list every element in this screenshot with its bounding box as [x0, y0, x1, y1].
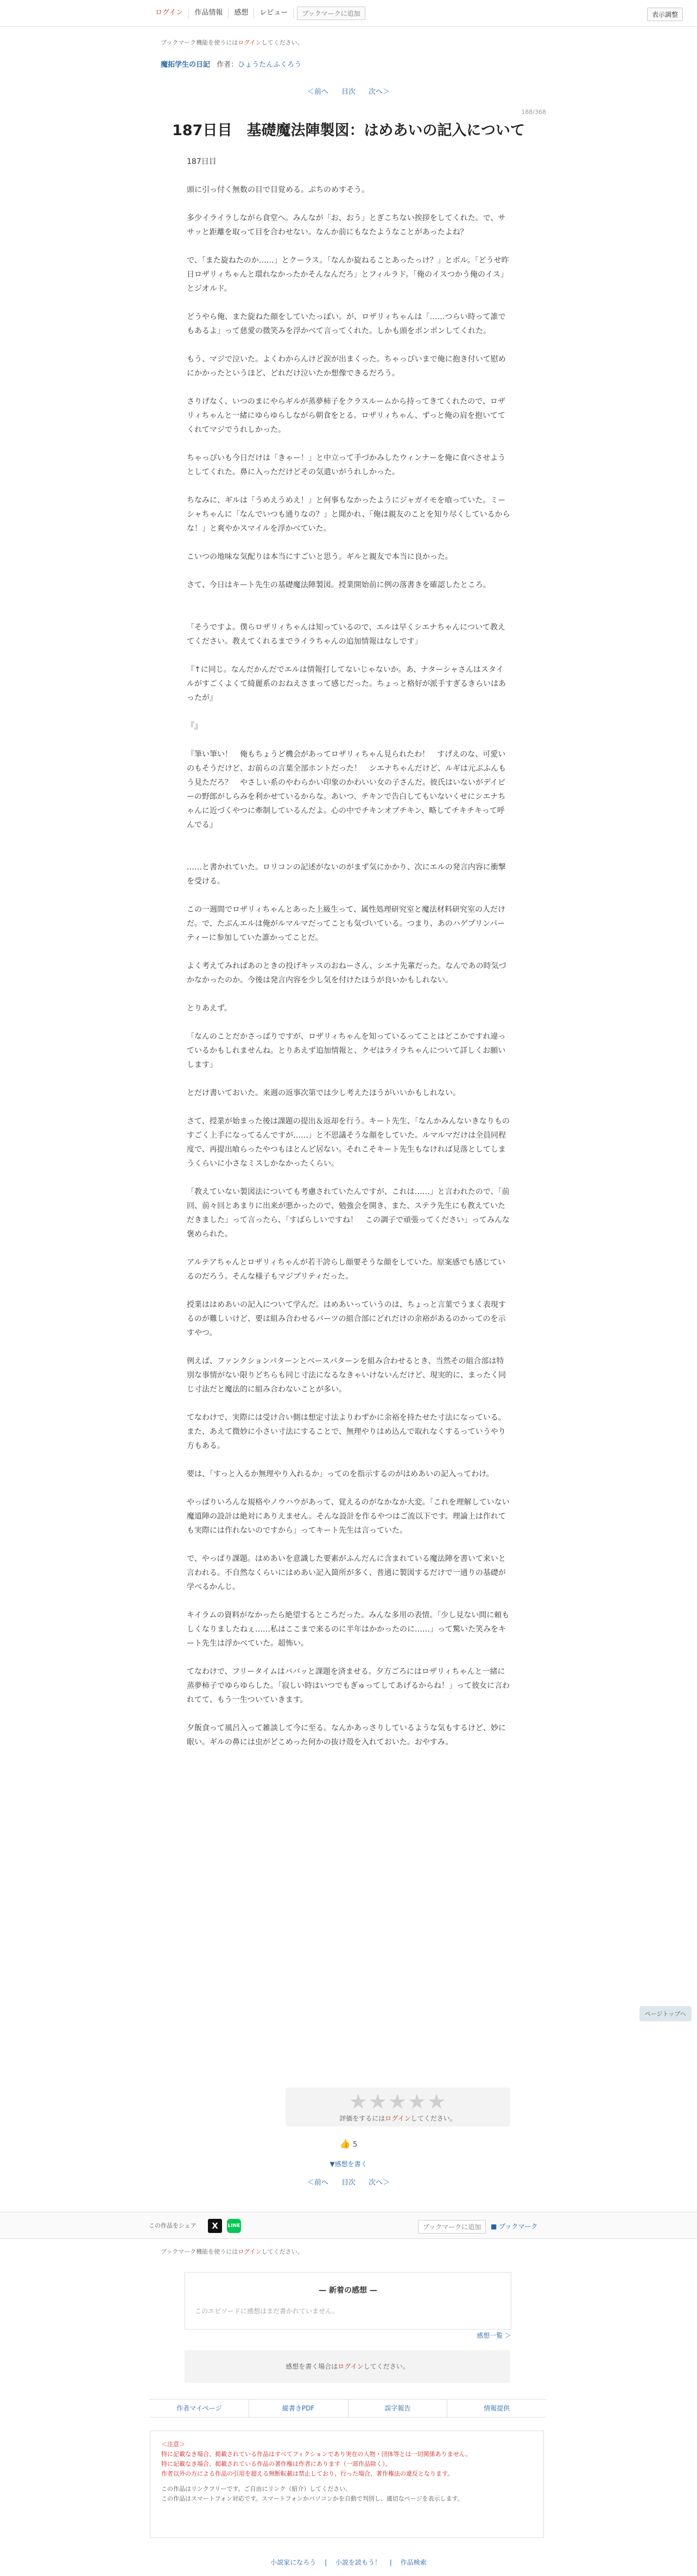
bookmark-add-button[interactable]: ブックマークに追加 [418, 2220, 486, 2234]
body-paragraph: キイラムの資料がなかったら絶望するところだった。みんな多用の表情。「少し見ない間に頼もしくなりましたねぇ……私はここまで来るのに半年はかかったのに……」って驚いた笑みをキート先生は浮かべていた。超怖い。 [187, 1611, 510, 1648]
author-link[interactable]: ひょうたんふくろう [238, 61, 302, 69]
share-label: この作品をシェア [149, 2222, 197, 2229]
new-reviews-box [185, 2272, 511, 2330]
review-link[interactable]: 感想 [229, 8, 254, 18]
body-paragraph: 「そうですよ。僕らロザリィちゃんは知っているので、エルは早くシエナちゃんについて教えてください。教えてくれるまでライラちゃんの追加情報はなしです」 [187, 623, 505, 646]
review-login-box: 感想を書く場合はログインしてください。 [185, 2350, 510, 2383]
display-settings-button[interactable]: 表示調整 [647, 8, 683, 21]
bookmark-login-link[interactable]: ログイン [238, 39, 262, 46]
body-paragraph: アルテアちゃんとロザリィちゃんが若干誇らし顔要そうな顔をしていた。原案感でも感じているのだろう。そんな様子もマジプリティだった。 [187, 1258, 505, 1281]
body-paragraph: この一週間でロザリィちゃんとあった上級生って、属性処理研究室と魔法材料研究室の人だけだ。で、たぶんエルは俺がルマルマだってことも気づいている。つまり、あのハゲプリンパーティーに参加していた誰かってことだ。 [187, 905, 506, 942]
thumbs-up-icon: 👍 [339, 2139, 351, 2149]
search-link[interactable]: 作品検索 [400, 2559, 427, 2566]
no-reviews-text: このエピソードに感想はまだ書かれていません。 [195, 2307, 339, 2315]
body-paragraph: てなわけで、フリータイムはババッと課題を済ませる。夕方ごろにはロザリィちゃんと一緒に蒸夢柿子でゆらゆらした。「寂しい時はいつでもぎゅってしてあげるからね！」って彼女に言われてて、もう一生ついていきます。 [187, 1667, 510, 1704]
review-list-link[interactable]: 感想一覧 ＞ [477, 2332, 511, 2339]
next-link[interactable]: 次へ＞ [369, 88, 390, 96]
body-paragraph: 187日目 [187, 157, 217, 166]
body-paragraph: 夕飯食って風呂入って雑談して今に至る。なんかあっさりしているような気もするけど、妙に眠い。ギルの鼻には虫がどこめった何かの抜け殻を入れておいた。おやすみ。 [187, 1724, 506, 1747]
rating-link[interactable]: レビュー [254, 8, 294, 18]
body-paragraph: ちなみに、ギルは「うめえうめえ！」と何事もなかったようにジャガイモを喰っていた。ミーシャちゃんに「なんでいつも通りなの？」と聞かれ、「俺は親友のことを知り尽くしているからな！」と爽やかスマイルを浮かべていた。 [187, 496, 510, 533]
body-paragraph: さて、授業が始まった後は課題の提出＆返却を行う。キート先生、「なんかみんないきなりものすごく上手になってるんですが……」と不思議そうな顔をしていた。ルマルマだけは全員同程度で、再提出喰らったやつもほとんど居ない。それこそキート先生もなければ見落としてしまうくらいに小さなミスしかなかったくらい。 [187, 1117, 510, 1168]
body-paragraph: 『』 [187, 722, 202, 731]
series-title[interactable]: 魔拓学生の日記 [161, 61, 211, 69]
episode-title: 187日目 基礎魔法陣製図：はめあいの記入について [172, 122, 525, 139]
bookmark-login-link[interactable]: ログイン [238, 2248, 262, 2255]
write-review-link[interactable]: ▼感想を書く [330, 2160, 367, 2168]
vertical-pdf-link[interactable]: 縦書きPDF [249, 2400, 348, 2417]
bookmark-icon: ■ [491, 2223, 497, 2230]
notice-box [150, 2431, 544, 2538]
rating-message: 評価をするにはログインしてください。 [339, 2115, 457, 2122]
login-link[interactable]: ログイン [150, 8, 189, 18]
prev-link[interactable]: ＜前へ [307, 2179, 328, 2187]
body-paragraph: 「なんのことだかさっぱりですが、ロザリィちゃんを知っているってことはどこかですれ違っているかもしれませんね。とりあえず追加情報と、クゼはライラちゃんについて詳しくお願いします」 [187, 1032, 506, 1069]
bookmark-button[interactable]: ■ ブックマーク [491, 2223, 538, 2230]
top-nav [150, 5, 365, 21]
rating-login-link[interactable]: ログイン [385, 2115, 411, 2122]
body-paragraph: よく考えてみればあのときの投げキッスのおねーさん、シエナ先輩だった。なんであの時気づかなかったのか。今後は発言内容を少し気を付けたほうが良いかもしれない。 [187, 962, 506, 985]
pager-top [0, 86, 697, 96]
toc-link[interactable]: 目次 [341, 2179, 356, 2187]
bookmark-note-bottom: ブックマーク機能を使うにはログインしてください。 [161, 2248, 303, 2255]
bottom-links: 小説家になろう | 小説を読もう！ | 作品検索 [270, 2559, 427, 2566]
author-label: 作者： [217, 61, 238, 69]
pager-bottom [0, 2177, 697, 2187]
body-paragraph: で、やっぱり課題。はめあいを意識した要素がふんだんに含まれている魔法陣を書いて来いと言われる。不自然なくらいにはめあい記入箇所が多く、普通に製図するだけで一通りの基礎が学べるかんじ。 [187, 1555, 506, 1591]
author-mypage-link[interactable]: 作者マイページ [150, 2400, 249, 2417]
next-link[interactable]: 次へ＞ [369, 2179, 390, 2187]
body-paragraph: てなわけで、実際には受け合い側は想定寸法よりわずかに余裕を持たせた寸法になっている。また、あえて微妙に小さい寸法にすることで、無理やりはめ込んで取れなくするっていうやり方もある。 [187, 1413, 506, 1450]
good-reaction[interactable] [0, 2139, 697, 2149]
body-paragraph: で、「また旋ねたのか……」とクーラス。「なんか旋ねることあったっけ？」とポル。「どうせ昨日ロザリィちゃんと環れなかったかそんなんだろ」とフィルラド。「俺のイスつかう俺のイス」とジオルド。 [187, 256, 509, 293]
body-paragraph: 授業ははめあいの記入について学んだ。はめあいっていうのは、ちょっと言葉でうまく表現するのが難しいけど、要は組み合わせるパーツの組合部にどれだけの余裕があるのかってのを示すやつ。 [187, 1300, 506, 1337]
bookmark-add-button[interactable]: ブックマークに追加 [297, 7, 365, 20]
line-share-icon[interactable]: LINE [227, 2219, 241, 2233]
body-paragraph: とりあえず。 [187, 1004, 232, 1013]
body-paragraph: こいつの地味な気配りは本当にすごいと思う。ギルと親友で本当に良かった。 [187, 553, 453, 561]
body-paragraph: ……と書かれていた。ロリコンの記述がないのがまず気にかかり、次にエルの発言内容に衝撃を受ける。 [187, 863, 506, 886]
body-paragraph: 多少イライラしながら食堂へ。みんなが「お、おう」とぎこちない挨拶をしてくれた。で、ササッと距離を取って目を合わせない。なんか前にもなたようなことがあったよね？ [187, 214, 506, 237]
good-count: 5 [352, 2141, 358, 2149]
body-paragraph: さて、今日はキート先生の基礎魔法陣製図。授業開始前に例の落書きを確認したところ。 [187, 581, 491, 589]
body-paragraph: 『筆い筆い！ 俺もちょうど機会があってロザリィちゃん見られたわ！ すげえのな、可愛いのもそうだけど、お前らの言葉全部ホントだった！ シエナちゃんだけど、ルギは元ぶふんもう見ただろ？ やさしい系のやわらかい印象のかわいい女の子さんだ。彼氏はいないがデイビーの野郎がしらみを利かせているからな。あいつ、チキンで告白してもいないくせにシエナちゃんに近づくやつに牽制しているんだよ。心の中でチキンオブチキン、略してチキチキって呼んでる』 [187, 750, 506, 829]
typo-report-link[interactable]: 誤字報告 [348, 2400, 448, 2417]
bookmark-note: ブックマーク機能を使うにはログインしてください。 [161, 39, 303, 46]
body-paragraph: とだけ書いておいた。来週の返事次第では少し考えたほうがいいかもしれない。 [187, 1089, 460, 1097]
body-paragraph: ちゃっぴいも今日だけは「きゃー！」と中立って手づかみしたウィンナーを俺に食べさせようとしてくれた。鼻に入っただけどその気遣いがうれしかった。 [187, 454, 506, 477]
body-paragraph: 要は、「すっと入るか無理やり入れるか」ってのを指示するのがはめあいの記入ってわけ。 [187, 1470, 494, 1479]
episode-body [187, 155, 510, 1763]
notice-red: ＜注意＞ 特に記載なき場合、掲載されている作品はすべてフィクションであり実在の人物・団体等とは一切関係ありません。 特に記載なき場合、掲載されている作品の著作権は作者にあります（一部作品除く）。 作者以外の方による作品の引用を超える無断転載は禁止しており、行った場合、著作権法の違反となります。 [161, 2441, 472, 2477]
body-paragraph: 例えば、ファンクションパターンとベースパターンを組み合わせるとき、当然その組合部は特別な事情がない限りどちらも同じ寸法になるなきゃいけないんだけど、現実的に、まったく同じ寸法だと魔法的に組み合わないことが多い。 [187, 1357, 506, 1394]
rating-stars[interactable]: ★★★★★ [348, 2090, 447, 2114]
notice-gray: この作品はリンクフリーです。ご自由にリンク（紹介）してください。 この作品はスマートフォン対応です。スマートフォンかパソコンかを自動で判別し、適切なページを表示します。 [161, 2485, 464, 2502]
review-login-link[interactable]: ログイン [338, 2363, 364, 2370]
works-info-link[interactable]: 作品情報 [189, 8, 229, 18]
prev-link[interactable]: ＜前へ [307, 88, 328, 96]
share-bar [0, 2212, 697, 2239]
yomou-link[interactable]: 小説を読もう！ [335, 2559, 381, 2566]
info-provide-link[interactable]: 情報提供 [484, 2404, 510, 2412]
top-bar [0, 0, 697, 27]
x-share-icon[interactable]: X [208, 2219, 222, 2233]
body-paragraph: 『↑に同じ。なんだかんだでエルは情報打してないじゃないか。あ、ナターシャさんはスタイルがすごくよくて綺麗系のおねえさまって感じだった。ちょっと格好が派手すぎるきらいはあったが』 [187, 665, 506, 702]
rating-box [286, 2088, 510, 2127]
body-paragraph: 頭に引っ付く無数の目で目覚める。ぷちのめすそう。 [187, 186, 369, 194]
toc-link[interactable]: 目次 [341, 88, 356, 96]
body-paragraph: さりげなく、いつのまにやらギルが蒸夢柿子をクラスルームから持ってきてくれたので、ロザリィちゃんと一緒にゆらゆらしながら朝食をとる。ロザリィちゃん、ずっと俺の肩を抱いててくれてマジでうれしかった。 [187, 397, 505, 434]
new-reviews-heading: — 新着の感想 — [319, 2286, 377, 2295]
body-paragraph: やっぱりいろんな規格やノウハウがあって、覚えるのがなかなか大変。「これを理解していない魔道陣の設計は絶対にありえません。そんな設計を作るやつはご流以下です。理論上は作れても実際には作れないのですから」ってキート先生は言っていた。 [187, 1498, 510, 1535]
episode-count: 188/368 [521, 109, 546, 116]
narou-link[interactable]: 小説家になろう [270, 2559, 316, 2566]
body-paragraph: 「教えていない製図法についても考慮されていたんですが、これは……」と言われたので、「前回、前々回とあまりに出来が悪かったので、勉強会を開き、また、ステラ先生にも教えていただきました」って言ったら、「すばらしいですね！ この調子で頑張ってください」ってみんな褒められた。 [187, 1188, 510, 1239]
page-top-button[interactable]: ページトップへ [639, 2006, 692, 2021]
footer-links [150, 2399, 546, 2418]
body-paragraph: どうやら俺、また旋ねた顔をしていたっぽい。が、ロザリィちゃんは「……つらい時って誰でもあるよ」って慈愛の微笑みを浮かべて言ってくれた。しかも頭をポンポンしてくれた。 [187, 313, 506, 335]
series-info [161, 59, 301, 69]
body-paragraph: もう、マジで泣いた。よくわからんけど涙が出まくった。ちゃっぴいまで俺に抱き付いて慰めにかかったというほど、どれだけ泣いたか想像できるだろう。 [187, 355, 506, 378]
